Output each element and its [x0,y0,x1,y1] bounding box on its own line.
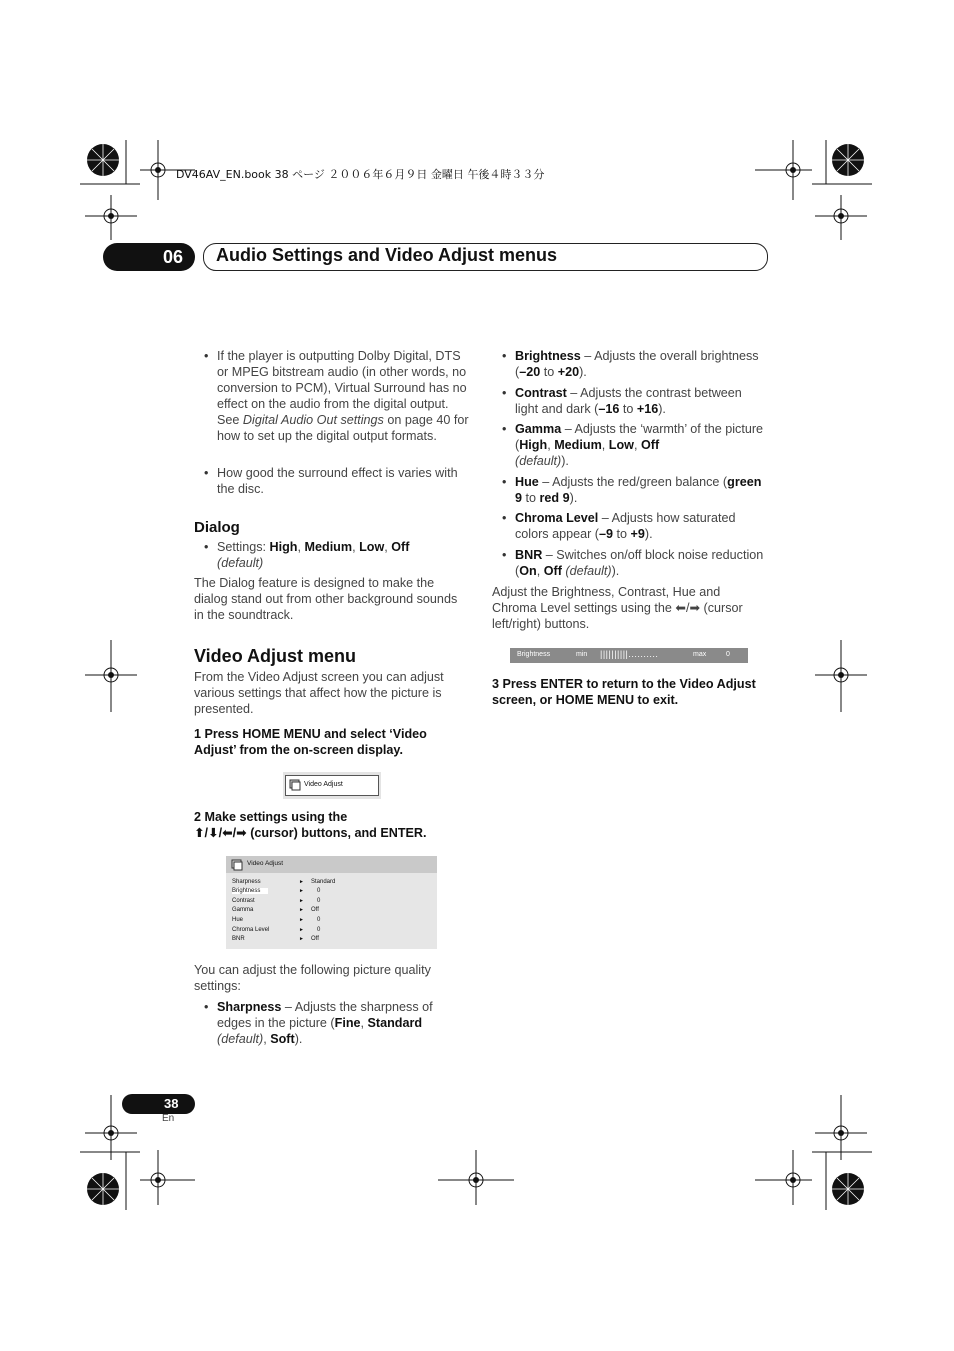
video-adjust-menu-screen [226,856,437,949]
bullet-bnr: • BNR – Switches on/off block noise reduction (On, Off (default)). [502,548,764,578]
brightness-slider-osd [510,648,748,663]
slider-scale[interactable]: ||||||||||.......... [600,649,659,659]
adjust-paragraph: You can adjust the following picture quality settings: [194,963,431,993]
menu-row-gamma[interactable]: Gamma ► Off [232,907,319,913]
bullet-dolby: • If the player is outputting Dolby Digital, DTS or MPEG bitstream audio (in other words, no conversion to PCM), Virtual Surround has no effect on the audio from the digital output. See Digital Audio Out settings on page 40 for how to set up the digital output formats. [204,349,469,443]
bullet-chroma-level: • Chroma Level – Adjusts how saturated colors appear (–9 to +9). [502,511,736,541]
language-label: En [162,1113,175,1124]
menu-row-bnr[interactable]: BNR ► Off [232,936,319,942]
step-2: 2 Make settings using the ⬆/⬇/⬅/➡ (cursor) buttons, and ENTER. [194,810,427,840]
chapter-number: 06 [103,243,195,271]
adjust-cursor-paragraph: Adjust the Brightness, Contrast, Hue and Chroma Level settings using the ⬅/➡ (cursor left/right) buttons. [492,585,743,631]
menu-row-brightness[interactable]: Brightness ► 0 [232,888,321,894]
video-adjust-icon [231,859,243,871]
dialog-settings: • Settings: High, Medium, Low, Off (default) [204,540,410,570]
slider-label: Brightness [517,651,551,658]
print-file-info: DV46AV_EN.book 38 ページ ２００６年６月９日 金曜日 午後４時３３分 [176,168,545,181]
video-adjust-paragraph: From the Video Adjust screen you can adjust various settings that affect how the picture is presented. [194,670,444,716]
bullet-gamma: • Gamma – Adjusts the ‘warmth’ of the picture (High, Medium, Low, Off (default)). [502,422,764,468]
dialog-heading: Dialog [194,519,240,536]
video-adjust-icon [289,779,301,791]
menu-row-chroma-level[interactable]: Chroma Level ► 0 [232,927,321,933]
page-number: 38 [122,1094,195,1114]
bullet-contrast: • Contrast – Adjusts the contrast between light and dark (–16 to +16). [502,386,742,416]
bullet-hue: • Hue – Adjusts the red/green balance (green 9 to red 9). [502,475,762,505]
chapter-title: Audio Settings and Video Adjust menus [203,243,768,271]
video-adjust-heading: Video Adjust menu [194,646,357,666]
bullet-surround: • How good the surround effect is varies with the disc. [204,466,458,496]
bullet-brightness: • Brightness – Adjusts the overall brightness (–20 to +20). [502,349,759,379]
step-1: 1 Press HOME MENU and select ‘Video Adjust’ from the on-screen display. [194,727,427,757]
video-adjust-osd-small [283,772,381,799]
slider-max: max [693,651,707,658]
menu-row-sharpness[interactable]: Sharpness ► Standard [232,879,336,885]
menu-row-contrast[interactable]: Contrast ► 0 [232,898,321,904]
menu-row-hue[interactable]: Hue ► 0 [232,917,321,923]
video-adjust-label: Video Adjust [304,781,343,788]
dialog-paragraph: The Dialog feature is designed to make the dialog stand out from other background sounds in the soundtrack. [194,576,458,622]
slider-value: 0 [726,651,730,658]
bullet-sharpness: • Sharpness – Adjusts the sharpness of edges in the picture (Fine, Standard (default), Soft). [204,1000,433,1046]
menu-title-bar: Video Adjust [226,856,437,873]
step-3: 3 Press ENTER to return to the Video Adjust screen, or HOME MENU to exit. [492,677,756,707]
slider-min: min [576,651,588,658]
